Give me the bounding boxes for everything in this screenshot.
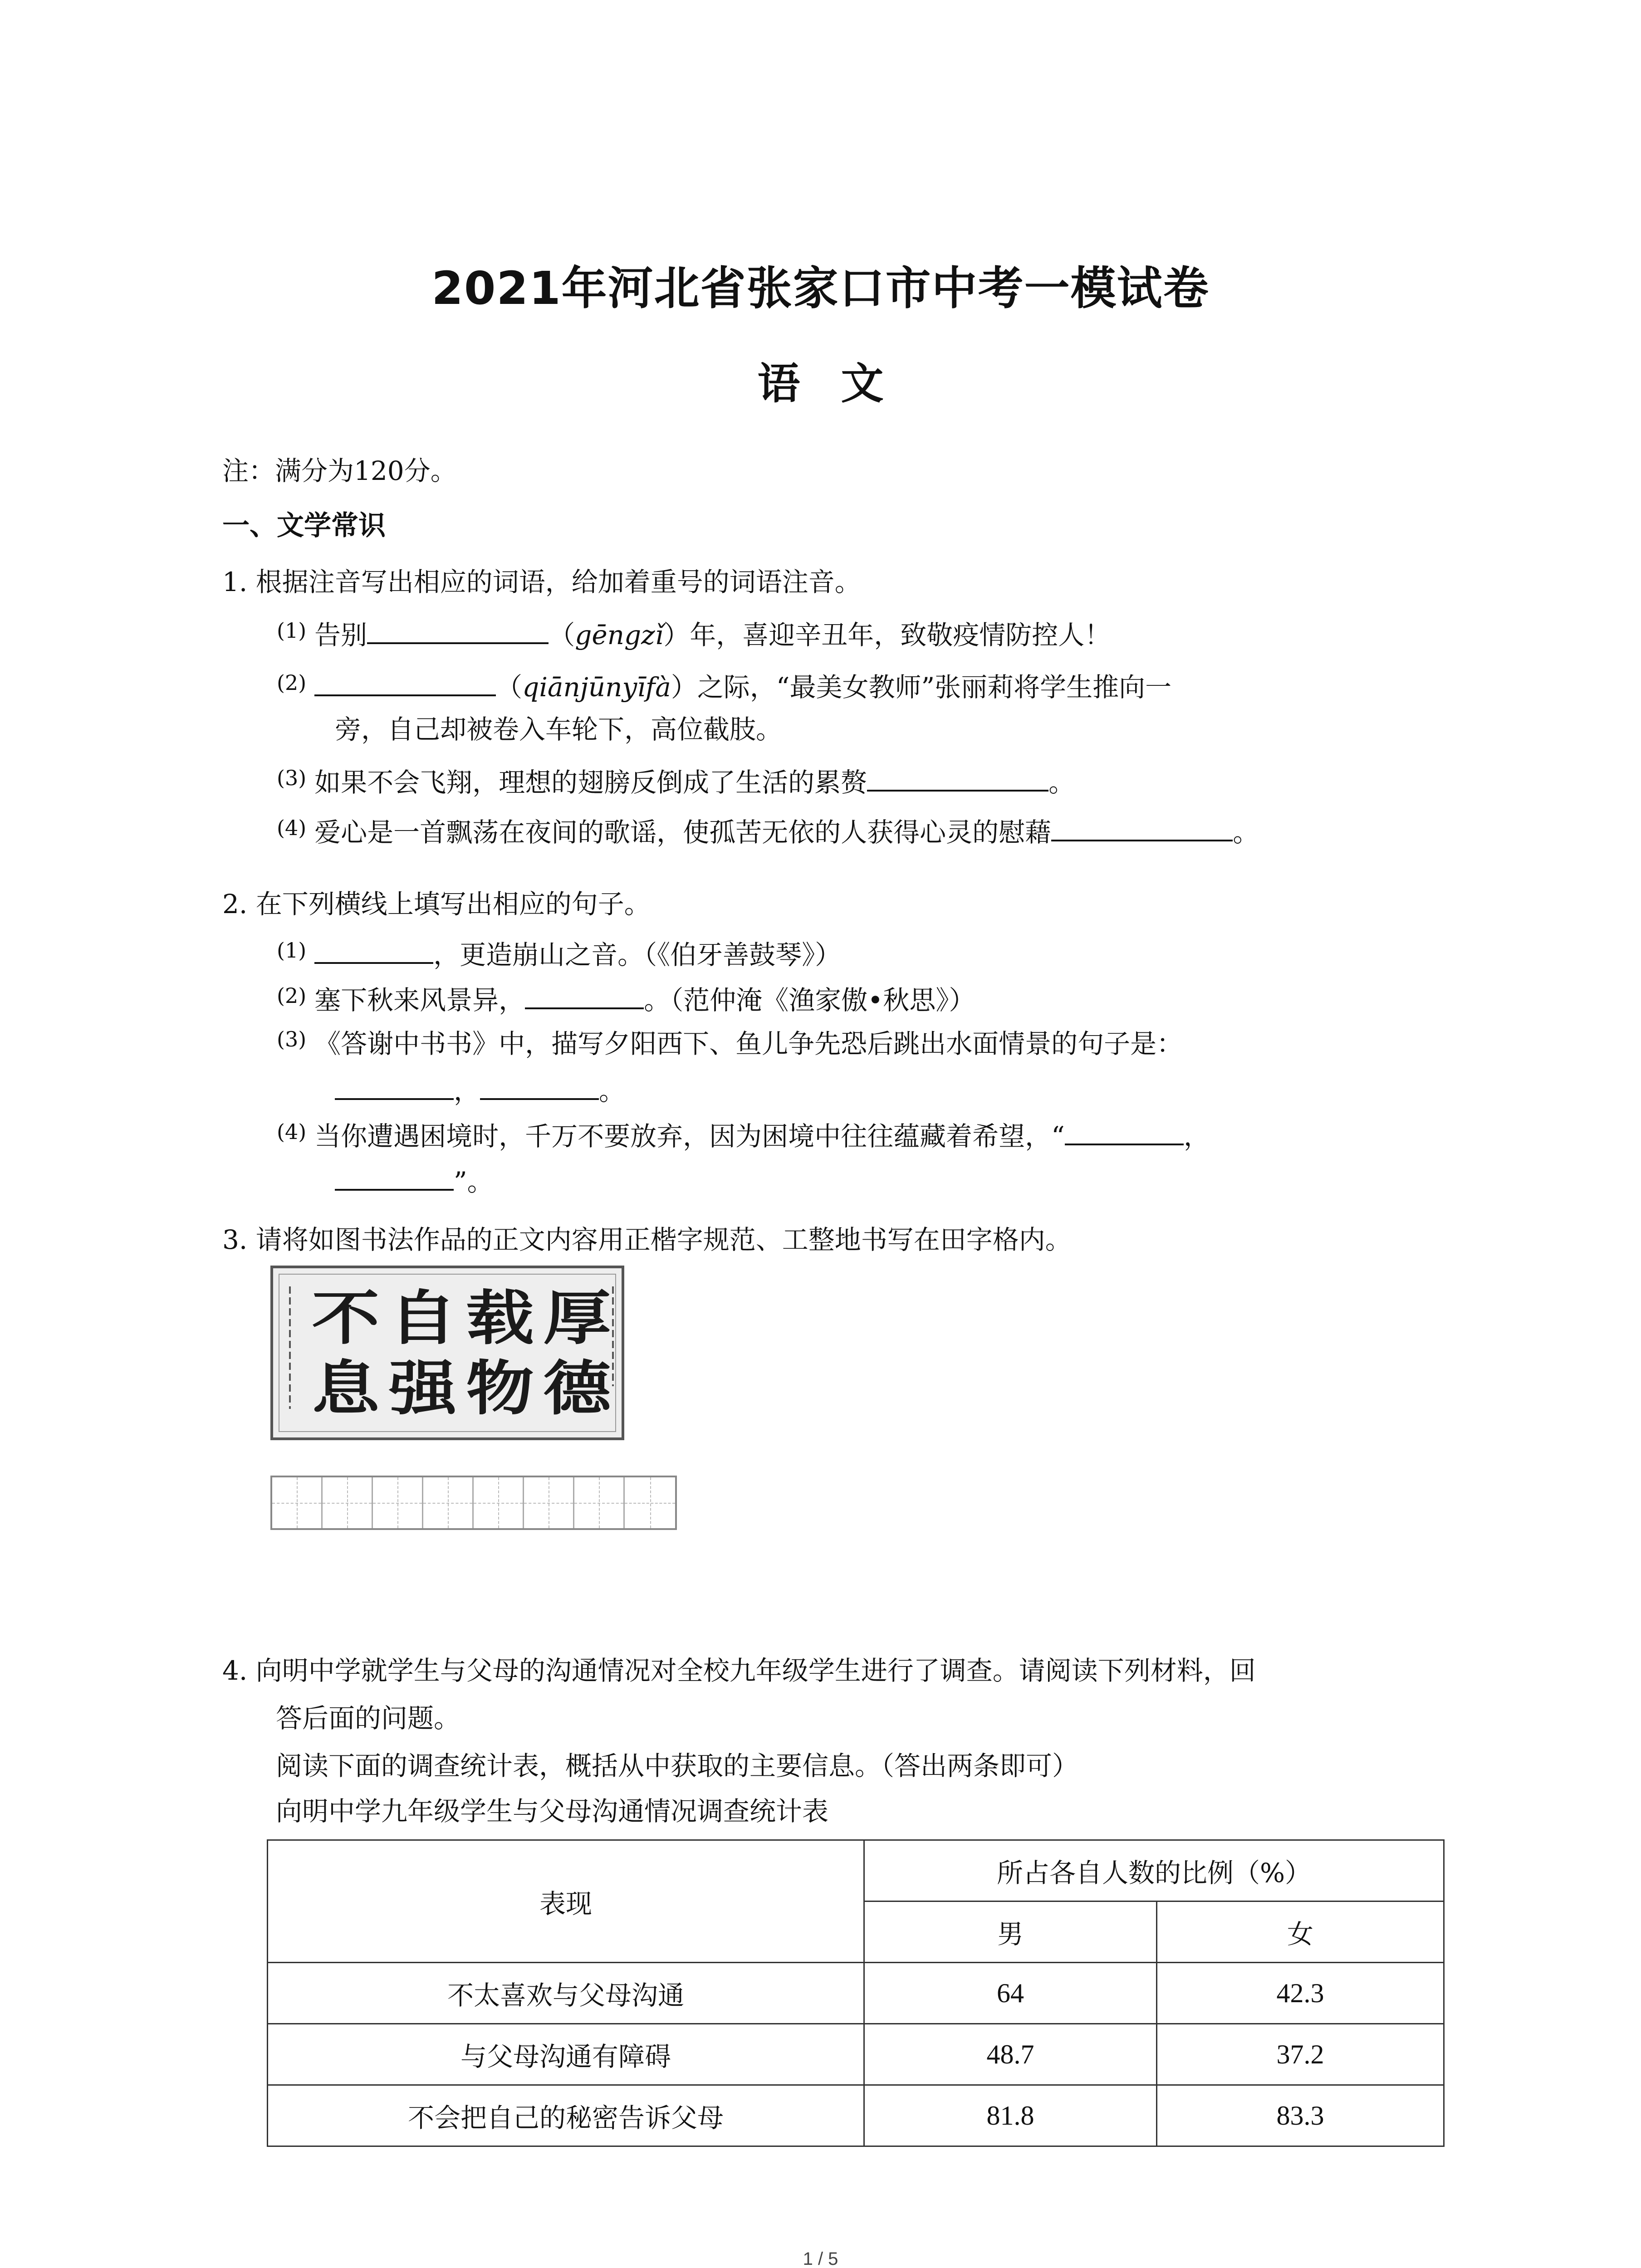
q3-stem: 3. 请将如图书法作品的正文内容用正楷字规范、工整地书写在田字格内。 [222,1224,1072,1255]
cell-female: 42.3 [1157,1963,1444,2024]
item-number: (3) [277,1027,307,1051]
subject-title: 语文 [757,359,925,409]
calligraphy-image [270,1266,624,1440]
tianzige-cell[interactable] [574,1477,625,1528]
tianzige-cell[interactable] [474,1477,524,1528]
tianzige-cell[interactable] [373,1477,423,1528]
q2-4-end: ”。 [454,1166,494,1197]
item-number: (4) [277,1119,307,1144]
q2-3-end: 。 [599,1075,626,1106]
tianzige-cell[interactable] [524,1477,574,1528]
tianzige-cell[interactable] [625,1477,675,1528]
header-ratio: 所占各自人数的比例（%） [864,1840,1444,1901]
cell-female: 83.3 [1157,2085,1444,2146]
q1-1-open: （ [549,620,575,650]
seal-inscription-right [610,1286,616,1386]
q2-2-text-b: 。（范仲淹《渔家傲•秋思》） [644,985,975,1016]
tianzige-cell[interactable] [323,1477,373,1528]
answer-blank[interactable] [335,1163,454,1191]
q1-1-text-a: 告别 [314,620,367,650]
q1-2-open: （ [496,672,523,703]
calligraphy-char: 厚 [543,1283,611,1353]
q2-item-3 [277,1027,1183,1059]
q4-stem-cont: 答后面的问题。 [276,1703,460,1734]
answer-blank[interactable] [314,937,433,964]
exam-title: 2021年河北省张家口市中考一模试卷 [431,262,1210,315]
q2-item-3-blanks [335,1073,625,1106]
item-number: (2) [277,983,307,1008]
q1-2-text-b: ）之际，“最美女教师”张丽莉将学生推向一 [671,672,1172,703]
q4-stem: 4. 向明中学就学生与父母的沟通情况对全校九年级学生进行了调查。请阅读下列材料，回 [222,1655,1256,1686]
q1-3-text: 如果不会飞翔，理想的翅膀反倒成了生活的累赘 [314,767,867,798]
row-label: 不太喜欢与父母沟通 [268,1963,864,2024]
q1-stem: 1. 根据注音写出相应的词语，给加着重号的词语注音。 [222,567,861,597]
cell-male: 81.8 [864,2085,1157,2146]
answer-blank[interactable] [367,617,549,644]
cell-male: 64 [864,1963,1157,2024]
calligraphy-char: 不 [312,1283,380,1353]
row-label: 不会把自己的秘密告诉父母 [268,2085,864,2146]
tianzige-cell[interactable] [423,1477,474,1528]
header-female: 女 [1157,1901,1444,1963]
q2-item-1 [277,937,841,970]
q2-4-text: 当你遭遇困境时，千万不要放弃，因为困境中往往蕴藏着希望，“ [314,1121,1065,1152]
cell-male: 48.7 [864,2024,1157,2085]
calligraphy-char: 息 [312,1354,380,1423]
q2-item-2 [277,982,975,1016]
q2-4-comma: ， [1183,1121,1210,1152]
tianzige-cell[interactable] [272,1477,323,1528]
header-male: 男 [864,1901,1157,1963]
row-label: 与父母沟通有障碍 [268,2024,864,2085]
item-number: (1) [277,938,307,963]
table-row [268,2085,1444,2146]
answer-blank[interactable] [525,982,644,1009]
q1-4-end: 。 [1233,817,1259,848]
q2-3-text: 《答谢中书书》中，描写夕阳西下、鱼儿争先恐后跳出水面情景的句子是： [314,1028,1183,1059]
header-behavior: 表现 [268,1840,864,1963]
q1-item-1 [277,617,1111,650]
pinyin-text: gēngzǐ [575,620,664,650]
calligraphy-char: 强 [389,1354,457,1423]
q2-stem: 2. 在下列横线上填写出相应的句子。 [222,889,651,919]
table-row [268,1963,1444,2024]
q1-3-end: 。 [1048,767,1075,798]
section-heading: 一、文学常识 [222,510,386,542]
q1-item-2-cont: 旁，自己却被卷入车轮下，高位截肢。 [335,714,783,745]
q1-1-text-b: ）年，喜迎辛丑年，致敬疫情防控人！ [663,620,1111,650]
q1-item-4 [277,814,1259,848]
answer-blank[interactable] [1065,1118,1184,1145]
q2-2-text-a: 塞下秋来风景异， [314,985,525,1016]
q1-item-2 [277,669,1171,703]
tianzige-grid[interactable] [270,1476,677,1530]
calligraphy-char: 自 [389,1283,457,1353]
item-number: (4) [277,816,307,840]
item-number: (2) [277,670,307,695]
seal-inscription-left [287,1286,293,1409]
q2-item-4 [277,1118,1210,1152]
answer-blank[interactable] [480,1073,599,1100]
score-note: 注：满分为120分。 [222,455,457,486]
table-caption: 向明中学九年级学生与父母沟通情况调查统计表 [276,1796,829,1827]
item-number: (3) [277,766,307,790]
table-header-row [268,1840,1444,1901]
calligraphy-char: 物 [466,1354,534,1423]
pinyin-text: qiānjūnyīfà [522,672,671,703]
calligraphy-char: 载 [466,1283,534,1353]
survey-table [267,1839,1445,2147]
item-number: (1) [277,618,307,643]
answer-blank[interactable] [867,764,1048,792]
answer-blank[interactable] [1051,814,1233,841]
page-number: 1 / 5 [803,2249,838,2268]
cell-female: 37.2 [1157,2024,1444,2085]
q2-1-text: ，更造崩山之音。（《伯牙善鼓琴》） [433,939,842,970]
table-row [268,2024,1444,2085]
q1-item-3 [277,764,1075,798]
q2-3-mid: ， [454,1075,480,1106]
answer-blank[interactable] [314,669,496,696]
q1-4-text: 爱心是一首飘荡在夜间的歌谣，使孤苦无依的人获得心灵的慰藉 [314,817,1052,848]
calligraphy-char: 德 [543,1354,611,1423]
answer-blank[interactable] [335,1073,454,1100]
q2-item-4-cont [335,1163,494,1197]
q4-instruction: 阅读下面的调查统计表，概括从中获取的主要信息。（答出两条即可） [276,1750,1079,1781]
